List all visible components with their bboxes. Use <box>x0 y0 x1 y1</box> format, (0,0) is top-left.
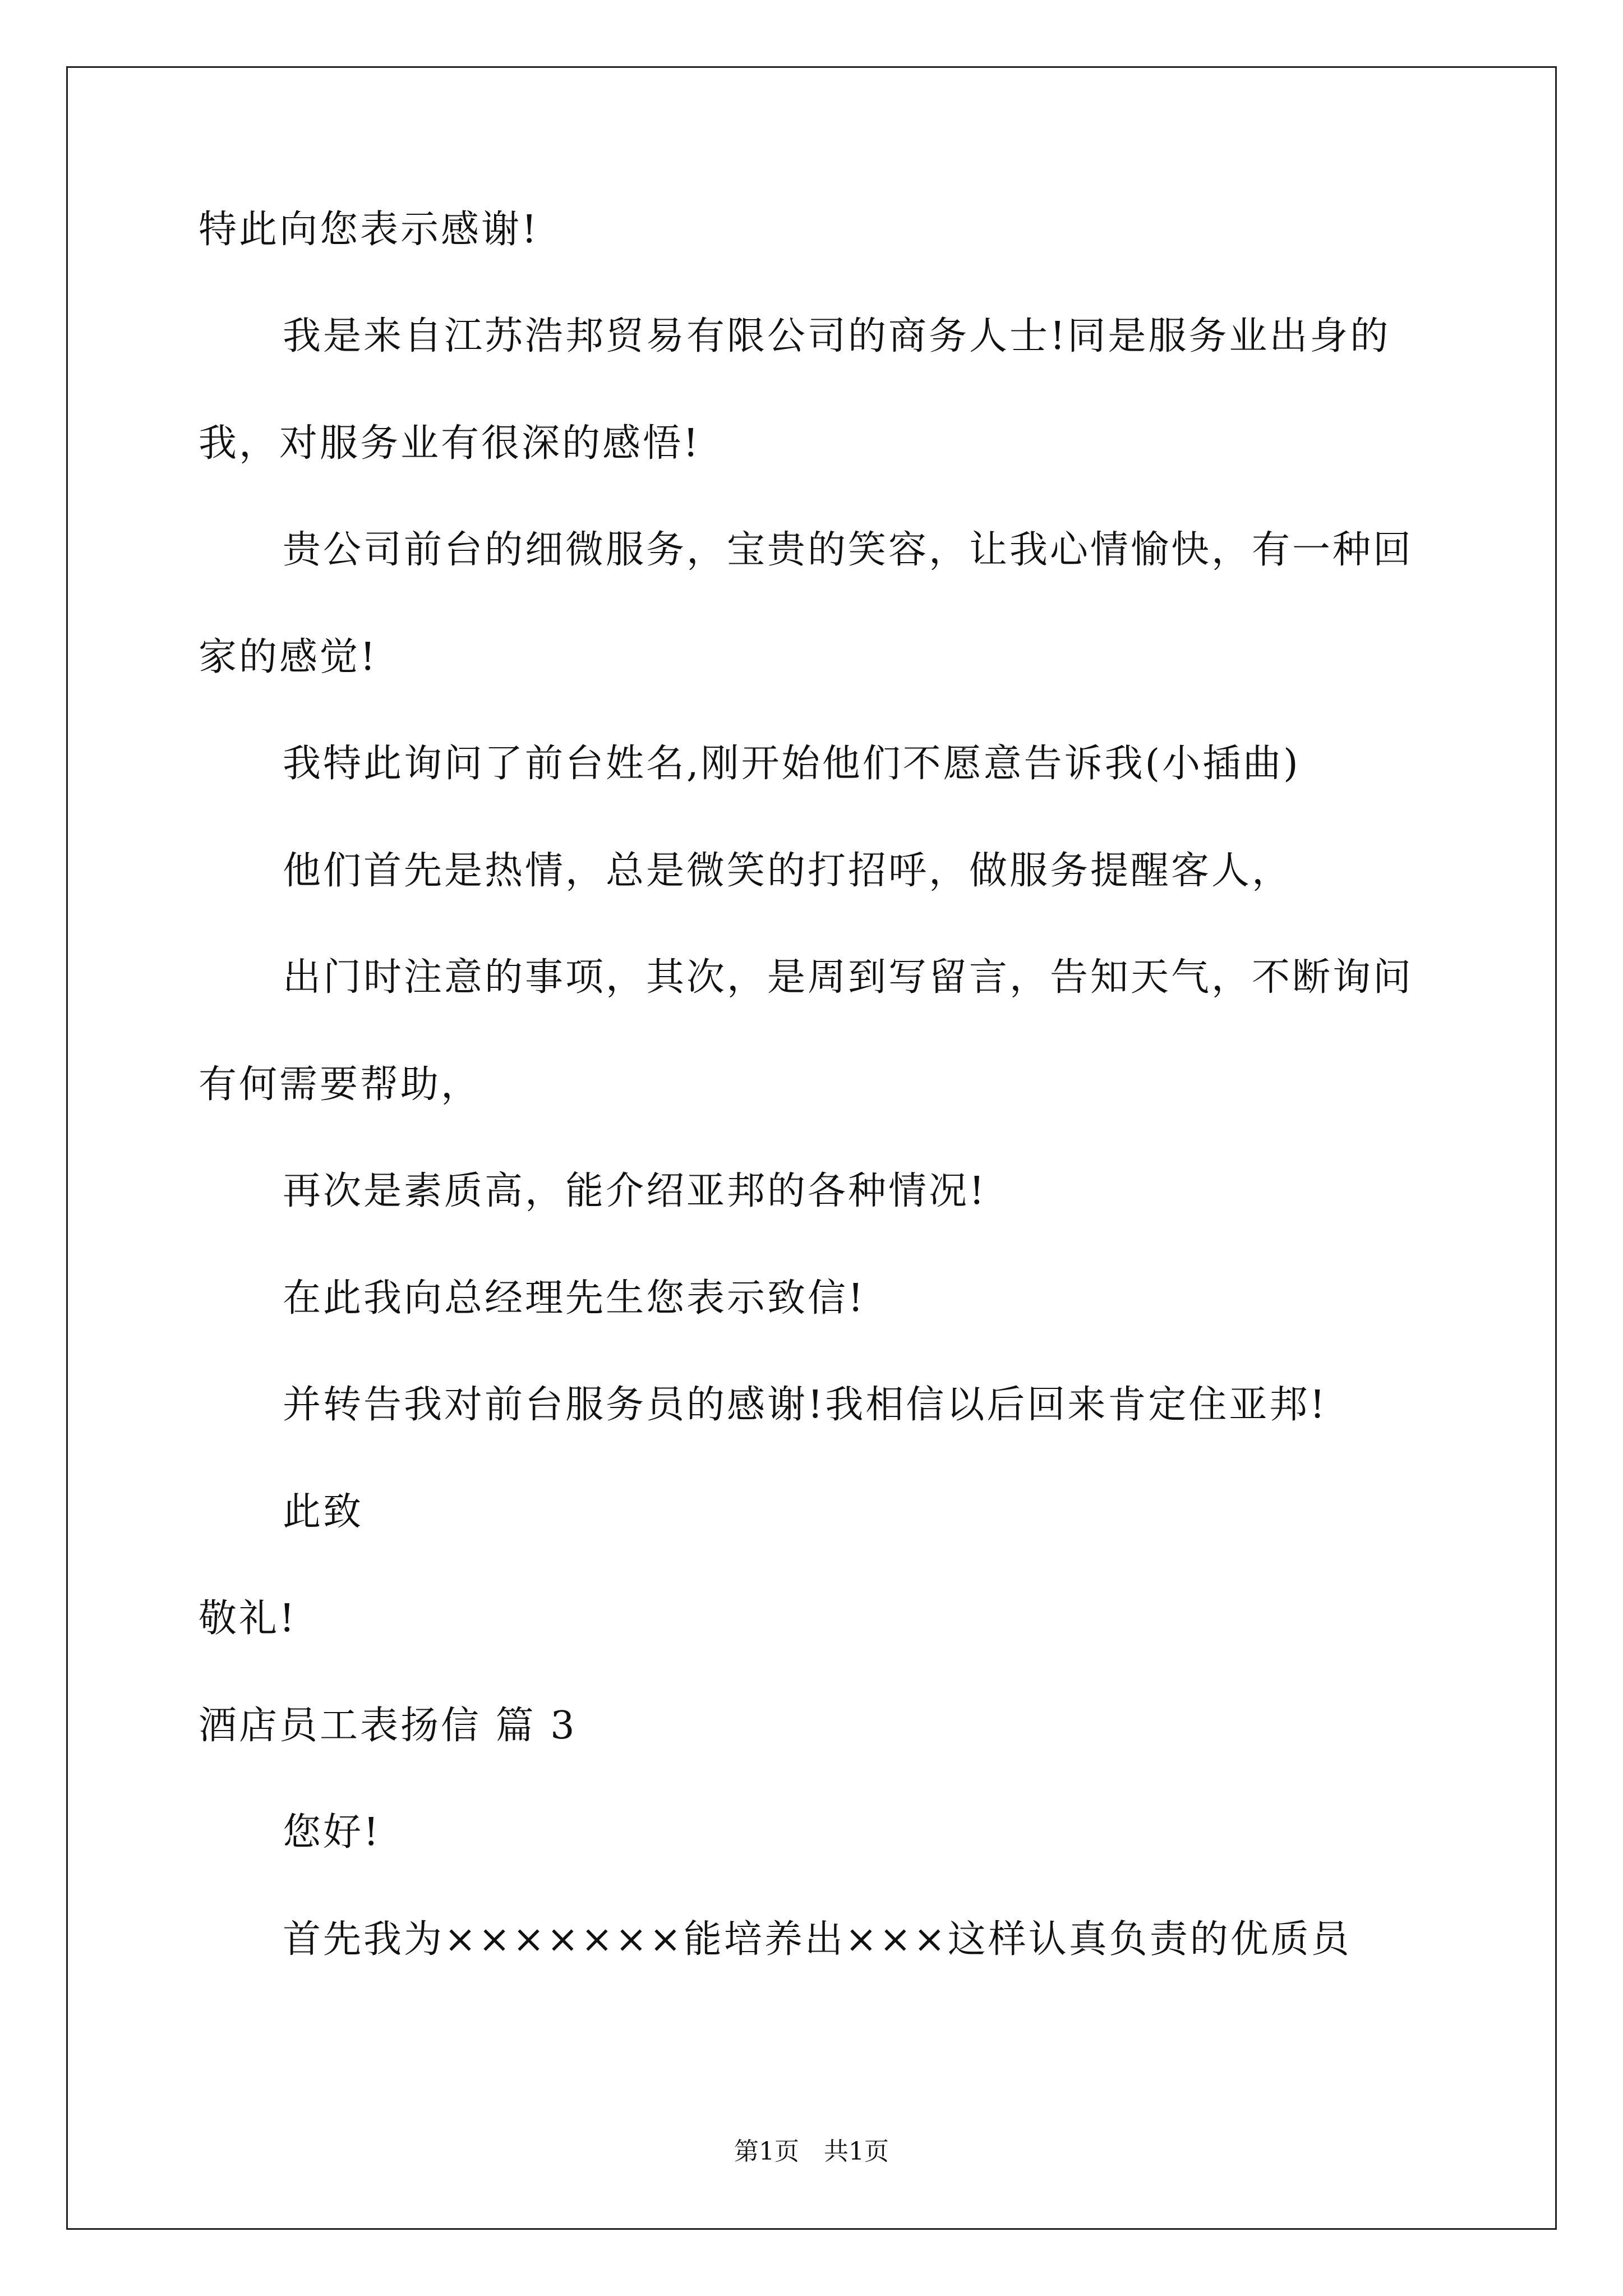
text-line: 我是来自江苏浩邦贸易有限公司的商务人士!同是服务业出身的 <box>283 314 1391 358</box>
text-line: 敬礼! <box>199 1596 297 1641</box>
text-line: 特此向您表示感谢! <box>199 208 540 252</box>
text-line: 我，对服务业有很深的感悟! <box>199 421 701 466</box>
section-heading: 酒店员工表扬信 篇 3 <box>199 1704 577 1748</box>
text-line: 贵公司前台的细微服务，宝贵的笑容，让我心情愉快，有一种回 <box>283 528 1414 572</box>
text-line: 您好! <box>283 1810 381 1855</box>
page-footer <box>0 2136 1623 2168</box>
text-line: 此致 <box>283 1490 364 1534</box>
text-line: 再次是素质高，能介绍亚邦的各种情况! <box>283 1169 987 1213</box>
text-line: 并转告我对前台服务员的感谢!我相信以后回来肯定住亚邦! <box>283 1383 1327 1427</box>
text-line: 家的感觉! <box>199 635 378 679</box>
text-line: 在此我向总经理先生您表示致信! <box>283 1276 866 1320</box>
page-number: 第1页 <box>734 2137 799 2166</box>
text-line: 有何需要帮助， <box>199 1062 482 1107</box>
text-line: 首先我为×××××××能培养出×××这样认真负责的优质员 <box>283 1917 1352 1962</box>
text-line: 他们首先是热情，总是微笑的打招呼，做服务提醒客人， <box>283 849 1293 893</box>
text-line: 我特此询问了前台姓名,刚开始他们不愿意告诉我(小插曲) <box>283 742 1301 786</box>
page-frame <box>66 66 1557 2230</box>
page-total: 共1页 <box>824 2137 889 2166</box>
text-line: 出门时注意的事项，其次，是周到写留言，告知天气，不断询问 <box>283 955 1414 1000</box>
